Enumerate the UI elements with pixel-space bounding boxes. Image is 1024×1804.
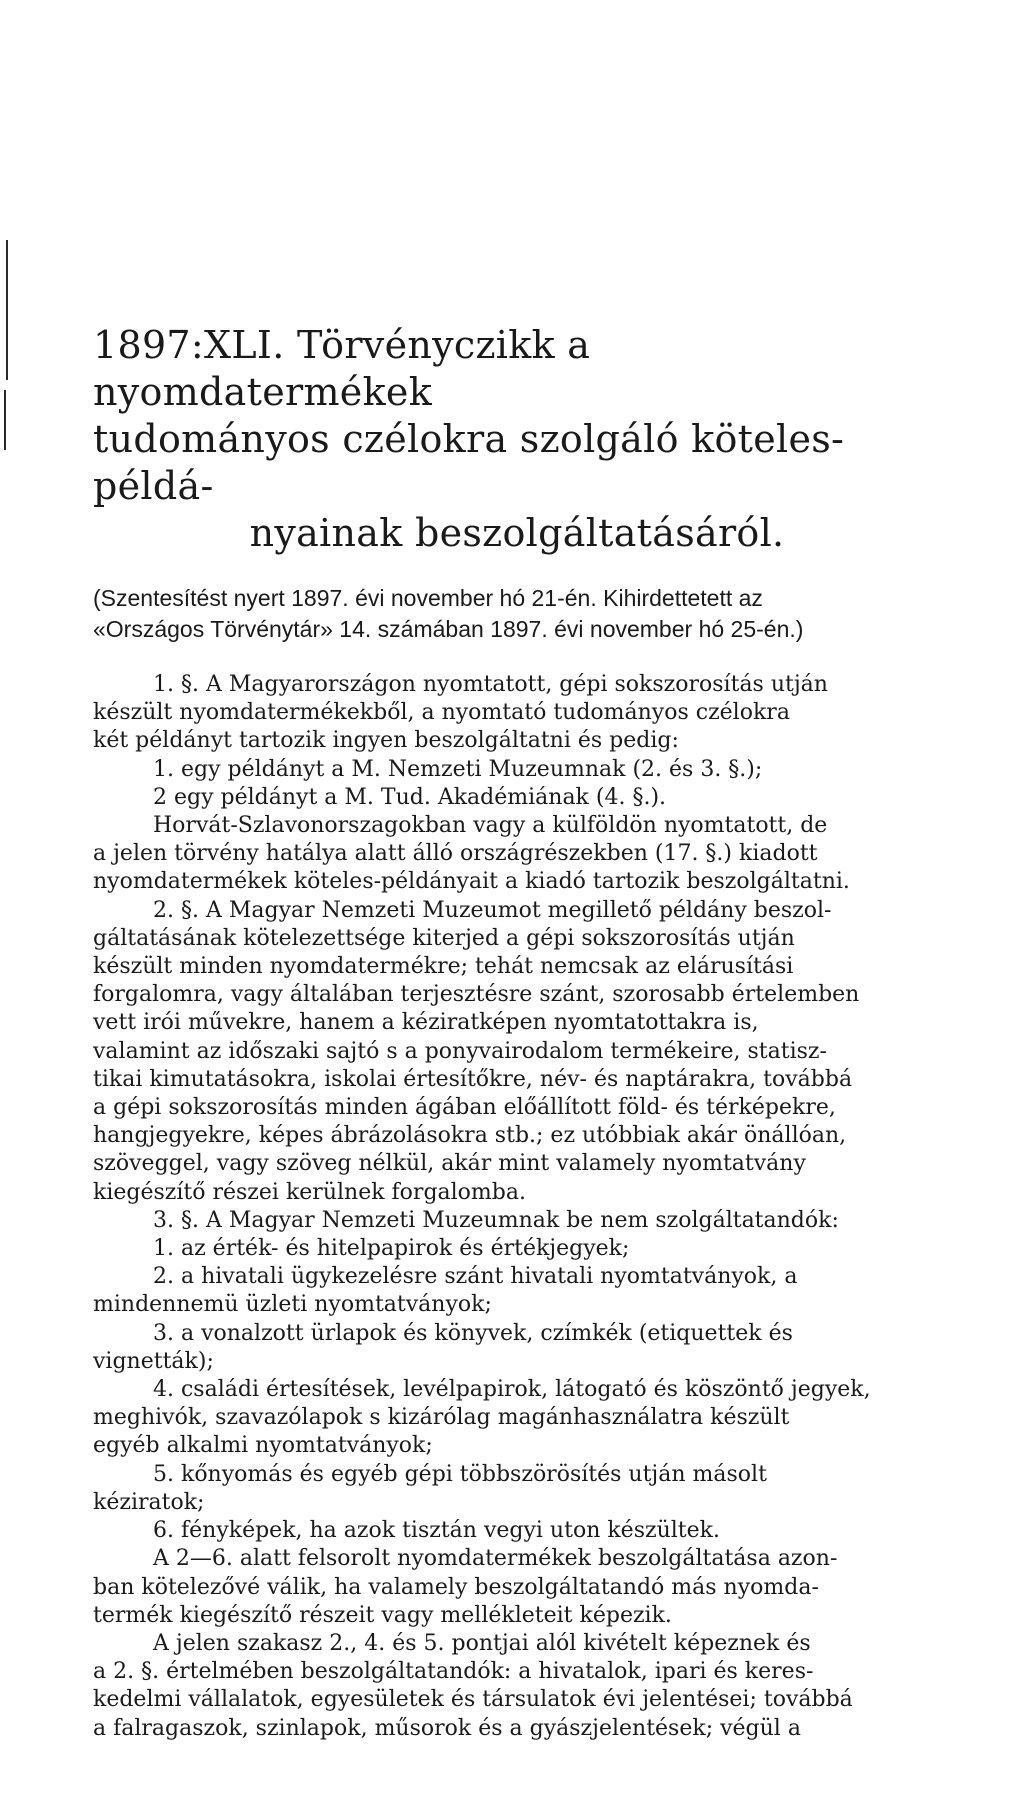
section-3-item: kéziratok; [93, 1489, 205, 1515]
section-2-line: a gépi sokszorosítás minden ágában előállított föld- és térképekre, [93, 1095, 836, 1121]
law-title [93, 322, 941, 557]
section-3-line: ban kötelezővé válik, ha valamely beszolgáltatandó más nyomda- [93, 1574, 819, 1600]
section-1-item: 1. egy példányt a M. Nemzeti Muzeumnak (2. és 3. §.); [153, 756, 763, 782]
section-1-item: 2 egy példányt a M. Tud. Akadémiának (4. §.). [153, 784, 667, 810]
section-3-line: termék kiegészítő részeit vagy mellékleteit képezik. [93, 1602, 672, 1628]
title-text: Törvényczikk a nyomdatermékek [93, 323, 591, 414]
title-line-3: nyainak beszolgáltatásáról. [249, 511, 785, 555]
section-2-line: gáltatásának kötelezettsége kiterjed a gépi sokszorosítás utján [93, 925, 795, 951]
section-2-line: forgalomra, vagy általában terjesztésre szánt, szorosabb értelemben [93, 982, 860, 1008]
document-page [93, 322, 941, 1743]
section-3-line: A 2—6. alatt felsorolt nyomdatermékek beszolgáltatása azon- [153, 1546, 838, 1572]
law-body [93, 671, 941, 1743]
title-line-1 [93, 322, 941, 416]
section-3-item: 6. fényképek, ha azok tisztán vegyi uton készültek. [153, 1518, 720, 1544]
section-2-line: hangjegyekre, képes ábrázolásokra stb.; ez utóbbiak akár önállóan, [93, 1123, 847, 1149]
section-3-line: kedelmi vállalatok, egyesületek és társulatok évi jelentései; továbbá [93, 1687, 853, 1713]
scan-edge-mark [6, 240, 8, 380]
section-2-line: készült minden nyomdatermékre; tehát nemcsak az elárusítási [93, 954, 794, 980]
section-1-line: a jelen törvény hatálya alatt álló országrészekben (17. §.) kiadott [93, 841, 818, 867]
section-1-line: nyomdatermékek köteles-példányait a kiadó tartozik beszolgáltatni. [93, 869, 850, 895]
section-1-line: két példányt tartozik ingyen beszolgáltatni és pedig: [93, 728, 679, 754]
title-line-2: tudományos czélokra szolgáló köteles-példá- [93, 417, 845, 508]
scan-edge-mark [4, 390, 6, 450]
section-3-item: mindennemü üzleti nyomtatványok; [93, 1292, 492, 1318]
section-3-line: a 2. §. értelmében beszolgáltatandók: a hivatalok, ipari és keres- [93, 1659, 814, 1685]
section-3-line: 3. §. A Magyar Nemzeti Muzeumnak be nem szolgáltatandók: [153, 1207, 839, 1233]
section-1-line: 1. §. A Magyarországon nyomtatott, gépi sokszorosítás utján [153, 672, 828, 697]
section-1-line: Horvát-Szlavonorszagokban vagy a külföldön nyomtatott, de [153, 813, 828, 839]
section-3-line: a falragaszok, szinlapok, műsorok és a gyászjelentések; végül a [93, 1715, 801, 1741]
section-2-line: 2. §. A Magyar Nemzeti Muzeumot megillető példány beszol- [153, 897, 832, 923]
section-3-item: 2. a hivatali ügykezelésre szánt hivatali nyomtatványok, a [153, 1264, 798, 1290]
section-2-line: valamint az időszaki sajtó s a ponyvairodalom termékeire, statisz- [93, 1038, 827, 1064]
section-1-line: készült nyomdatermékekből, a nyomtató tudományos czélokra [93, 700, 790, 726]
sanction-line: (Szentesítést nyert 1897. évi november hó 21-én. Kihirdettetett az [93, 585, 763, 611]
section-2-line: vett irói művekre, hanem a kéziratképen nyomtatottakra is, [93, 1010, 759, 1036]
section-3-item: egyéb alkalmi nyomtatványok; [93, 1433, 433, 1459]
section-3-item: vignetták); [93, 1348, 214, 1374]
section-3-item: 1. az érték- és hitelpapirok és értékjegyek; [153, 1236, 630, 1262]
section-2-line: kiegészítő részei kerülnek forgalomba. [93, 1179, 526, 1205]
law-id: 1897:XLI. [93, 323, 285, 367]
section-3-item: 3. a vonalzott ürlapok és könyvek, czímkék (etiquettek és [153, 1320, 793, 1346]
section-2-line: szöveggel, vagy szöveg nélkül, akár mint valamely nyomtatvány [93, 1151, 806, 1177]
sanction-line: «Országos Törvénytár» 14. számában 1897. évi november hó 25-én.) [93, 616, 804, 642]
section-3-item: 5. kőnyomás és egyéb gépi többszörösítés utján másolt [153, 1461, 767, 1487]
section-3-item: meghivók, szavazólapok s kizárólag magánhasználatra készült [93, 1405, 790, 1431]
section-2-line: tikai kimutatásokra, iskolai értesítőkre, név- és naptárakra, továbbá [93, 1066, 853, 1092]
section-3-item: 4. családi értesítések, levélpapirok, látogató és köszöntő jegyek, [153, 1377, 871, 1403]
sanction-note [93, 583, 941, 645]
section-3-line: A jelen szakasz 2., 4. és 5. pontjai alól kivételt képeznek és [153, 1630, 811, 1656]
